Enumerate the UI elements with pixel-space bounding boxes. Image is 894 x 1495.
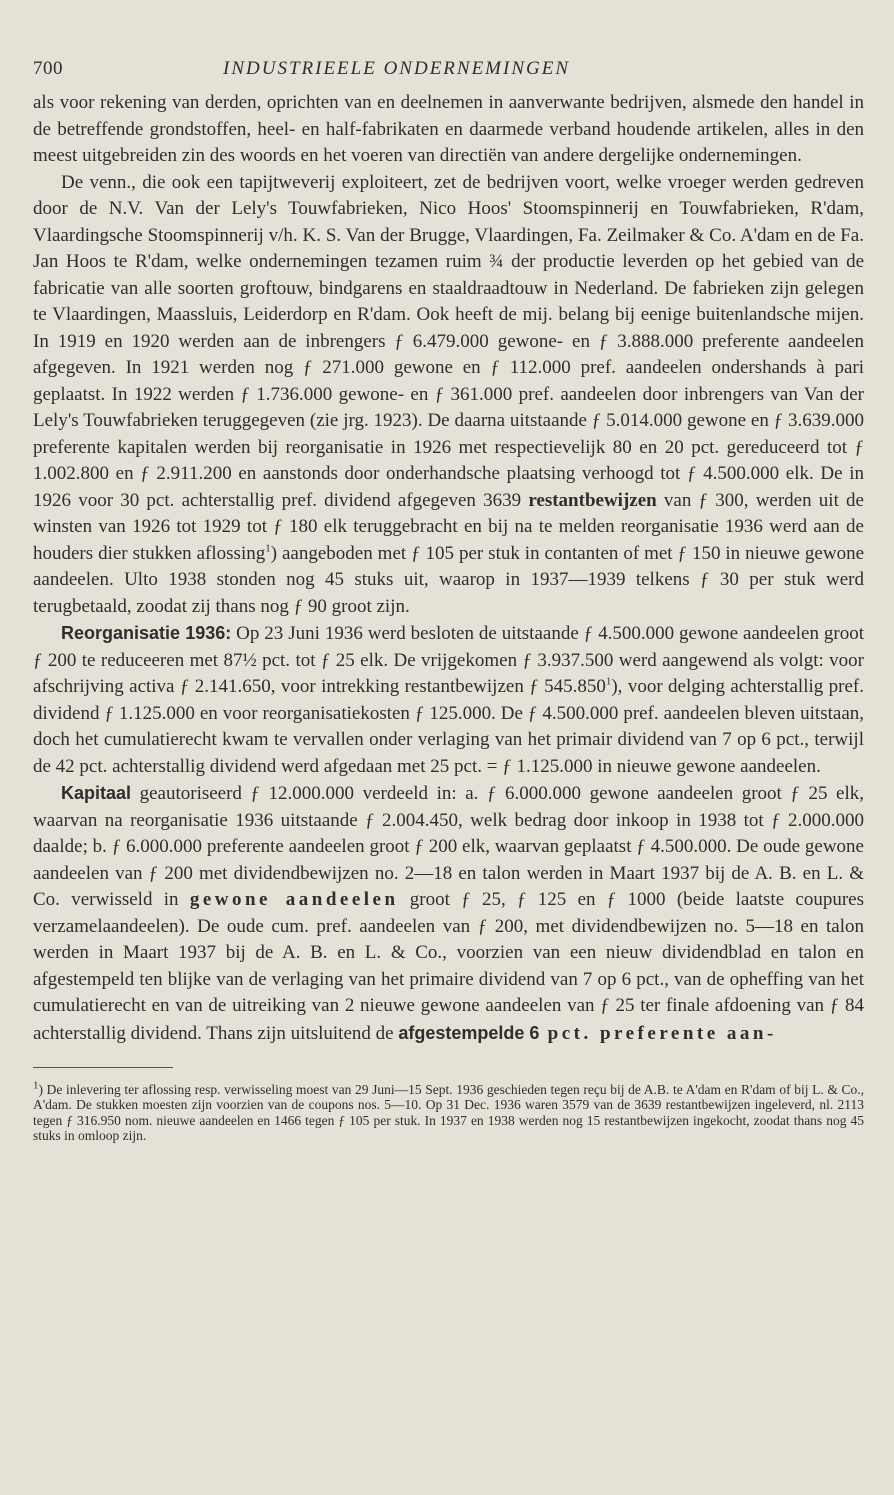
footnote: $^1$) De inlevering ter aflossing resp. verwisseling moest van 29 Juni—15 Sept. 1936 geschieden tegen reçu bij de A.B. te A'dam en R'dam of bij L. & Co., A'dam. De stukken moesten zijn voorzien van de coupons nos. 5—10. Op 31 Dec. 1936 waren 3579 van de 3639 restantbewijzen ingeleverd, nl. 2113 tegen ƒ 316.950 nom. nieuwe aandeelen en 1466 tegen ƒ 105 per stuk. In 1937 en 1938 werden nog 15 restantbewijzen ingekocht, zoodat thans nog 45 stuks in omloop zijn. xyxy=(33,1079,864,1144)
term-gewone-aandeelen: gewone aandeelen xyxy=(189,889,399,910)
footnote-divider xyxy=(33,1067,173,1068)
body-text xyxy=(33,90,864,1047)
footnote-ref: 1 xyxy=(605,675,612,688)
paragraph-kapitaal: Kapitaal geautoriseerd ƒ 12.000.000 verdeeld in: a. ƒ 6.000.000 gewone aandeelen groot ƒ 25 elk, waarvan na reorganisatie 1936 uitstaande ƒ 2.004.450, welk bedrag door inkoop in 1938 tot ƒ 2.000.000 daalde; b. ƒ 6.000.000 preferente aandeelen groot ƒ 200 elk, waarvan geplaatst ƒ 4.500.000. De oude gewone aandeelen van ƒ 200 met dividendbewijzen no. 2—18 en talon werden in Maart 1937 bij de A. B. en L. & Co. verwisseld in gewone aandeelen groot ƒ 25, ƒ 125 en ƒ 1000 (beide laatste coupures verzamelaandeelen). De oude cum. pref. aandeelen van ƒ 200, met dividendbewijzen no. 5—18 en talon werden in Maart 1937 bij de A. B. en L. & Co., voorzien van een nieuw dividendblad en talon en afgestempeld ten blijke van de verlaging van het primaire dividend van 7 op 6 pct., van de opheffing van het cumulatierecht en van de uitreiking van 2 nieuwe gewone aandeelen van ƒ 25 ter finale afdoening van ƒ 84 achterstallig dividend. Thans zijn uitsluitend de afgestempelde 6 pct. preferente aan- xyxy=(33,783,864,1044)
section-heading-kapitaal: Kapitaal xyxy=(61,783,132,803)
term-preferente: pct. preferente aan- xyxy=(539,1022,777,1044)
paragraph-continuation: als voor rekening van derden, oprichten van en deelnemen in aanverwante bedrijven, alsmede den handel in de betreffende grondstoffen, heel- en half-fabrikaten en daarmede verband houdende artikelen, alles in den meest uitgebreiden zin des woords en het voeren van directiën van andere dergelijke ondernemingen. xyxy=(33,92,864,166)
paragraph-reorganisatie: Reorganisatie 1936: Op 23 Juni 1936 werd besloten de uitstaande ƒ 4.500.000 gewone aandeelen groot ƒ 200 te reduceeren met 87½ pct. tot ƒ 25 elk. De vrijgekomen ƒ 3.937.500 werd aangewend als volgt: voor afschrijving activa ƒ 2.141.650, voor intrekking restantbewijzen ƒ 545.850$^1$), voor delging achterstallig pref. dividend ƒ 1.125.000 en voor reorganisatiekosten ƒ 125.000. De ƒ 4.500.000 pref. aandeelen bleven uitstaan, doch het cumulatierecht kwam te vervallen onder verlaging van het primair dividend van 7 op 6 pct., terwijl de 42 pct. achterstallig dividend werd afgedaan met 25 pct. = ƒ 1.125.000 in nieuwe gewone aandeelen. xyxy=(33,623,864,777)
footnote-ref: 1 xyxy=(265,542,271,555)
running-title: INDUSTRIEELE ONDERNEMINGEN xyxy=(223,58,571,79)
term-afgestempelde: afgestempelde 6 xyxy=(398,1022,540,1043)
page-header xyxy=(33,58,864,80)
term-restantbewijzen: restantbewijzen xyxy=(528,489,657,511)
footnote-marker: 1 xyxy=(33,1079,39,1091)
page-number: 700 xyxy=(33,58,63,79)
section-heading-reorganisatie: Reorganisatie 1936: xyxy=(61,623,232,643)
paragraph-history: De venn., die ook een tapijtweverij exploiteert, zet de bedrijven voort, welke vroeger werden gedreven door de N.V. Van der Lely's Touwfabrieken, Nico Hoos' Stoomspinnerij en Touwfabrieken, R'dam, Vlaardingsche Stoomspinnerij v/h. K. S. Van der Brugge, Vlaardingen, Fa. Zeilmaker & Co. A'dam en de Fa. Jan Hoos te R'dam, welke ondernemingen tezamen ruim ¾ der productie leverden op het gebied van de fabricatie van alle soorten groftouw, bindgarens en staaldraadtouw in Nederland. De fabrieken zijn gelegen te Vlaardingen, Maassluis, Leiderdorp en R'dam. Ook heeft de mij. belang bij eenige buitenlandsche mijen. In 1919 en 1920 werden aan de inbrengers ƒ 6.479.000 gewone- en ƒ 3.888.000 preferente aandeelen afgegeven. In 1921 werden nog ƒ 271.000 gewone en ƒ 112.000 pref. aandeelen ondershands à pari geplaatst. In 1922 werden ƒ 1.736.000 gewone- en ƒ 361.000 pref. aandeelen door inbrengers van Van der Lely's Touwfabrieken teruggegeven (zie jrg. 1923). De daarna uitstaande ƒ 5.014.000 gewone en ƒ 3.639.000 preferente kapitalen werden bij reorganisatie in 1926 met respectievelijk 80 en 20 pct. gereduceerd tot ƒ 1.002.800 en ƒ 2.911.200 en aanstonds door onderhandsche plaatsing verhoogd tot ƒ 4.500.000 elk. De in 1926 voor 30 pct. achterstallig pref. dividend afgegeven 3639 restantbewijzen van ƒ 300, werden uit de winsten van 1926 tot 1929 tot ƒ 180 elk teruggebracht en bij na te melden reorganisatie 1936 werd aan de houders dier stukken aflossing$^1$) aangeboden met ƒ 105 per stuk in contanten of met ƒ 150 in nieuwe gewone aandeelen. Ulto 1938 stonden nog 45 stuks uit, waarop in 1937—1939 telkens ƒ 30 per stuk werd terugbetaald, zoodat zij thans nog ƒ 90 groot zijn. xyxy=(33,171,865,617)
